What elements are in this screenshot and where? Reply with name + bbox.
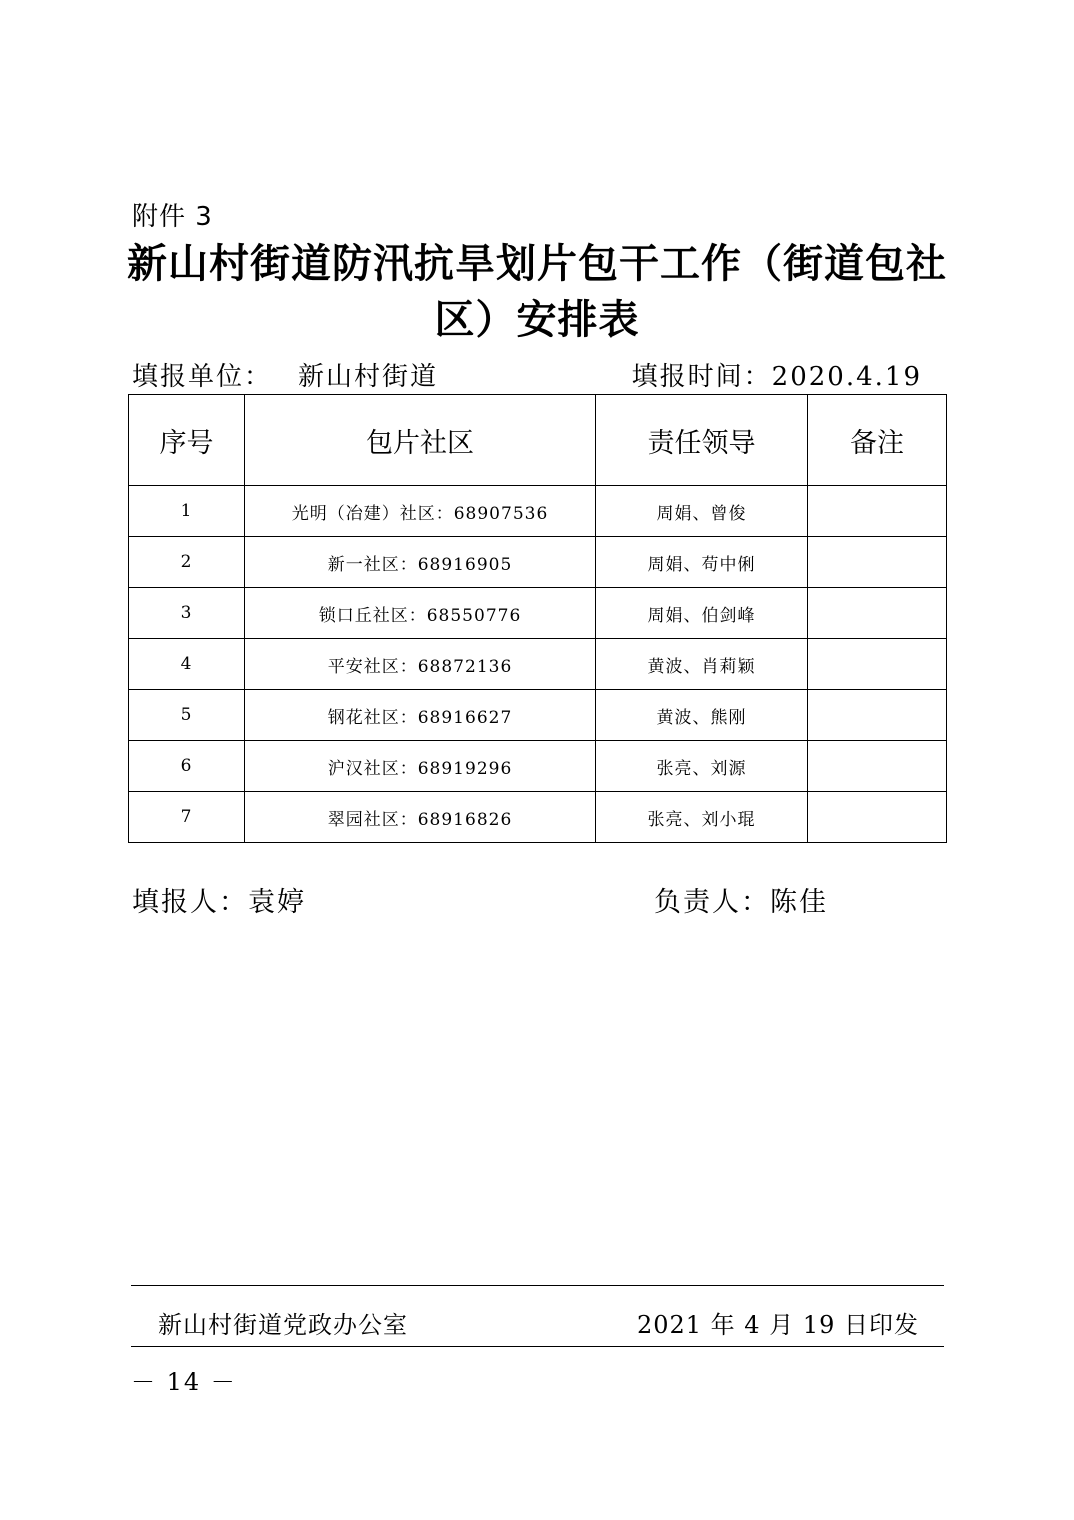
cell-seq: 2 [129,537,245,588]
table-row [129,792,947,843]
footer-divider-bottom [131,1346,944,1347]
cell-seq: 1 [129,486,245,537]
cell-community: 光明（冶建）社区：68907536 [245,486,596,537]
cell-leaders: 周娟、伯剑峰 [596,588,808,639]
fill-unit-label: 填报单位： [132,362,273,392]
page-number: － 14 － [131,1368,237,1396]
reporter: 填报人：袁婷 [132,887,306,918]
cell-leaders: 张亮、刘小琨 [596,792,808,843]
fill-unit-value: 新山村街道 [298,362,439,392]
footer-date: 2021 年 4 月 19 日印发 [636,1311,919,1339]
table-row [129,486,947,537]
table-row [129,639,947,690]
cell-seq: 6 [129,741,245,792]
cell-community: 翠园社区：68916826 [245,792,596,843]
arrangement-table [128,394,947,843]
cell-leaders: 张亮、刘源 [596,741,808,792]
cell-community: 新一社区：68916905 [245,537,596,588]
title-line-2: 区）安排表 [434,297,640,343]
cell-note [808,792,947,843]
cell-note [808,639,947,690]
fill-unit [132,356,438,393]
cell-community: 沪汉社区：68919296 [245,741,596,792]
header-seq: 序号 [129,395,245,486]
attachment-label: 附件 3 [132,202,213,232]
cell-community: 平安社区：68872136 [245,639,596,690]
cell-community: 钢花社区：68916627 [245,690,596,741]
table-header-row [129,395,947,486]
cell-community: 锁口丘社区：68550776 [245,588,596,639]
cell-note [808,486,947,537]
cell-seq: 4 [129,639,245,690]
cell-leaders: 黄波、肖莉颖 [596,639,808,690]
table-row [129,690,947,741]
cell-leaders: 黄波、熊刚 [596,690,808,741]
document-title [100,236,974,348]
cell-note [808,690,947,741]
cell-note [808,588,947,639]
footer-divider-top [131,1285,944,1286]
cell-seq: 3 [129,588,245,639]
table-row [129,537,947,588]
title-line-1: 新山村街道防汛抗旱划片包干工作（街道包社 [127,241,947,287]
header-note: 备注 [808,395,947,486]
cell-leaders: 周娟、曾俊 [596,486,808,537]
header-community: 包片社区 [245,395,596,486]
table-row [129,741,947,792]
table-row [129,588,947,639]
header-leaders: 责任领导 [596,395,808,486]
cell-leaders: 周娟、苟中俐 [596,537,808,588]
cell-note [808,537,947,588]
cell-seq: 7 [129,792,245,843]
cell-note [808,741,947,792]
responsible-person: 负责人：陈佳 [654,887,828,918]
fill-time: 填报时间：2020.4.19 [631,362,922,392]
footer-office: 新山村街道党政办公室 [158,1311,408,1339]
cell-seq: 5 [129,690,245,741]
